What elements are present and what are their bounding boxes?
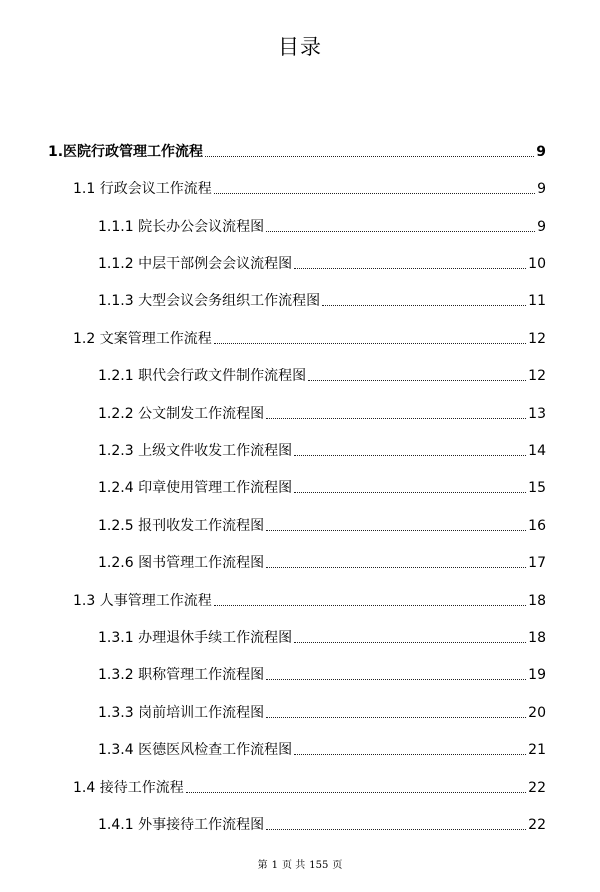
- toc-entry-text: 1.3.2 职称管理工作流程图: [98, 667, 265, 683]
- toc-entry-text: 1.1 行政会议工作流程: [73, 181, 212, 197]
- toc-entry[interactable]: [98, 437, 546, 461]
- toc-entry[interactable]: [73, 175, 546, 199]
- toc-entry-text: 1.2.1 职代会行政文件制作流程图: [98, 368, 307, 384]
- toc-entry-text: 1.2.6 图书管理工作流程图: [98, 555, 265, 571]
- toc-entry[interactable]: [98, 474, 546, 498]
- toc-entry-text: 1.1.2 中层干部例会会议流程图: [98, 256, 293, 272]
- footer-mid: 页 共: [282, 860, 306, 871]
- toc-leader-dots: [266, 679, 526, 680]
- toc-page-number: 12: [528, 331, 546, 347]
- toc-entry-text: 1.2.3 上级文件收发工作流程图: [98, 443, 293, 459]
- toc-page-number: 9: [537, 181, 546, 197]
- toc-leader-dots: [266, 418, 526, 419]
- toc-page-number: 10: [528, 256, 546, 272]
- toc-entry-text: 1.3.3 岗前培训工作流程图: [98, 705, 265, 721]
- toc-entry-text: 1.3 人事管理工作流程: [73, 593, 212, 609]
- toc-entry[interactable]: [98, 811, 546, 835]
- footer-prefix: 第: [257, 860, 268, 871]
- toc-entry-text: 1.2.5 报刊收发工作流程图: [98, 518, 265, 534]
- page-footer: [0, 858, 600, 874]
- toc-page-number: 18: [528, 630, 546, 646]
- toc-page-number: 19: [528, 667, 546, 683]
- toc-entry-text: 1.4.1 外事接待工作流程图: [98, 817, 265, 833]
- toc-page-number: 22: [528, 817, 546, 833]
- toc-entry[interactable]: [98, 287, 546, 311]
- toc-entry[interactable]: [73, 774, 546, 798]
- toc-entry-text: 1.2.4 印章使用管理工作流程图: [98, 480, 293, 496]
- toc-entry[interactable]: [98, 362, 546, 386]
- toc-entry-text: 1.2 文案管理工作流程: [73, 331, 212, 347]
- toc-entry-text: 1.4 接待工作流程: [73, 780, 184, 796]
- toc-leader-dots: [266, 567, 526, 568]
- toc-entry[interactable]: [98, 549, 546, 573]
- toc-page-number: 18: [528, 593, 546, 609]
- toc-leader-dots: [266, 717, 526, 718]
- toc-leader-dots: [266, 530, 526, 531]
- footer-current-page: 1: [271, 860, 279, 871]
- toc-page-number: 9: [536, 144, 546, 160]
- toc-entry[interactable]: [98, 699, 546, 723]
- toc-entry-text: 1.2.2 公文制发工作流程图: [98, 406, 265, 422]
- toc-leader-dots: [294, 642, 526, 643]
- toc-page-number: 20: [528, 705, 546, 721]
- toc-page-number: 14: [528, 443, 546, 459]
- toc-leader-dots: [294, 268, 526, 269]
- toc-entry-text: 1.1.1 院长办公会议流程图: [98, 219, 265, 235]
- toc-page-number: 9: [537, 219, 546, 235]
- footer-suffix: 页: [332, 860, 343, 871]
- toc-entry-text: 1.1.3 大型会议会务组织工作流程图: [98, 293, 321, 309]
- toc-leader-dots: [205, 156, 534, 157]
- toc-entry[interactable]: [98, 624, 546, 648]
- toc-page-number: 17: [528, 555, 546, 571]
- toc-entry[interactable]: [98, 250, 546, 274]
- toc-page-number: 16: [528, 518, 546, 534]
- toc-entry-text: 1.3.1 办理退休手续工作流程图: [98, 630, 293, 646]
- toc-leader-dots: [214, 193, 535, 194]
- toc-page-number: 22: [528, 780, 546, 796]
- toc-leader-dots: [266, 231, 535, 232]
- toc-page-number: 15: [528, 480, 546, 496]
- toc-page-number: 12: [528, 368, 546, 384]
- toc-leader-dots: [294, 492, 526, 493]
- toc-entry[interactable]: [98, 661, 546, 685]
- toc-leader-dots: [186, 792, 526, 793]
- page-title: 目录: [278, 35, 322, 59]
- toc-leader-dots: [308, 380, 526, 381]
- toc-entry[interactable]: [73, 325, 546, 349]
- toc-page-number: 11: [528, 293, 546, 309]
- toc-entry-text: 1.3.4 医德医风检查工作流程图: [98, 742, 293, 758]
- toc-leader-dots: [294, 754, 526, 755]
- toc-entry[interactable]: [48, 138, 546, 162]
- toc-leader-dots: [322, 305, 526, 306]
- footer-total-pages: 155: [309, 860, 329, 871]
- toc-entry-text: 1.医院行政管理工作流程: [48, 144, 204, 160]
- toc-leader-dots: [214, 605, 526, 606]
- toc-entry[interactable]: [98, 400, 546, 424]
- toc-entry[interactable]: [98, 213, 546, 237]
- toc-entry[interactable]: [98, 512, 546, 536]
- toc-leader-dots: [214, 343, 526, 344]
- toc-entry[interactable]: [73, 587, 546, 611]
- toc-leader-dots: [266, 829, 526, 830]
- toc-page-number: 13: [528, 406, 546, 422]
- toc-page-number: 21: [528, 742, 546, 758]
- toc-leader-dots: [294, 455, 526, 456]
- toc-entry[interactable]: [98, 736, 546, 760]
